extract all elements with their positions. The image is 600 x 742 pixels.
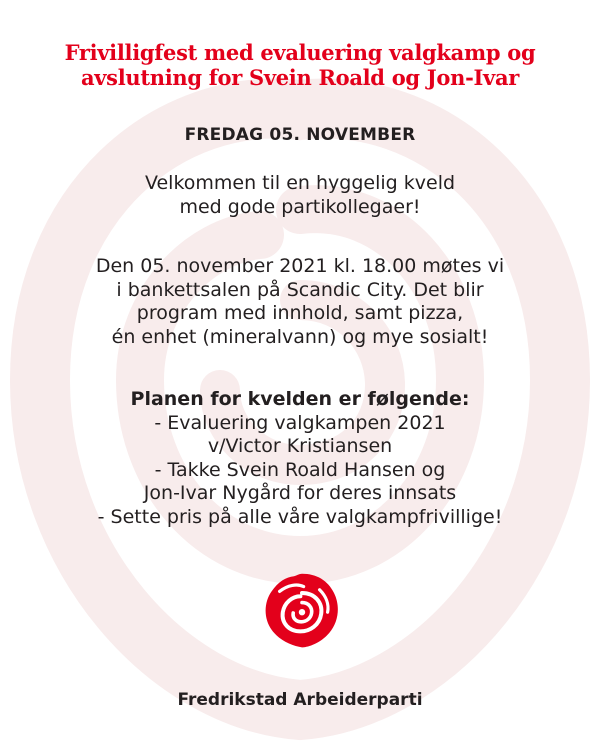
- title-line: Frivilligfest med evaluering valgkamp og: [64, 40, 536, 65]
- details-line: program med innhold, samt pizza,: [136, 302, 464, 324]
- details-line: Den 05. november 2021 kl. 18.00 møtes vi: [95, 255, 505, 277]
- event-details: [0, 255, 600, 349]
- details-line: én enhet (mineralvann) og mye sosialt!: [111, 325, 489, 348]
- welcome-line: Velkommen til en hyggelig kveld: [144, 172, 456, 194]
- plan-heading: Planen for kvelden er følgende:: [130, 388, 470, 410]
- plan-item: v/Victor Kristiansen: [207, 435, 393, 457]
- page-title: [0, 40, 600, 90]
- title-line: avslutning for Svein Roald og Jon-Ivar: [80, 65, 520, 90]
- organization-name: Fredrikstad Arbeiderparti: [177, 690, 423, 710]
- welcome-text: [0, 172, 600, 219]
- event-date: FREDAG 05. NOVEMBER: [184, 125, 416, 145]
- plan-item: Jon-Ivar Nygård for deres innsats: [143, 482, 457, 504]
- plan-item: - Sette pris på alle våre valgkampfrivillige!: [97, 505, 503, 528]
- plan-item: - Takke Svein Roald Hansen og: [154, 458, 446, 481]
- details-line: i bankettsalen på Scandic City. Det blir: [116, 278, 484, 301]
- evening-plan: [0, 388, 600, 529]
- plan-item: - Evaluering valgkampen 2021: [154, 411, 446, 434]
- welcome-line: med gode partikollegaer!: [179, 195, 421, 218]
- rose-logo-icon: [262, 569, 342, 649]
